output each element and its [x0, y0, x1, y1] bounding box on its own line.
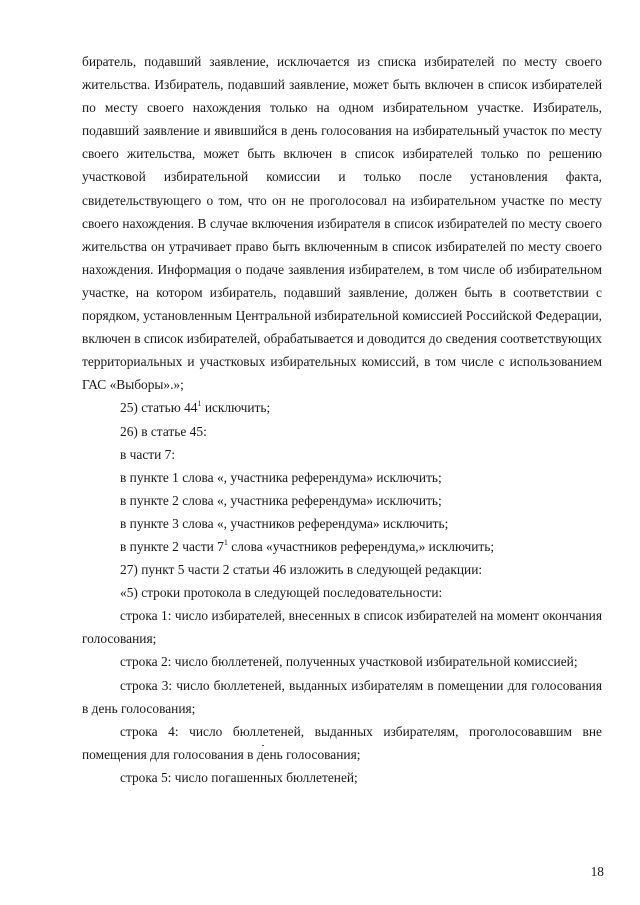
paragraph-voter-application: биратель, подавший заявление, исключается из списка избирателей по месту своего жительства. Избиратель, подавший заявление, может быть включен в список избирателей по месту своего нахождения только на одном избирательном участке. Избиратель, подавший заявление и явившийся в день голосования на избирательный участок по месту своего жительства, может быть включен в список избирателей только по решению участковой избирательной комиссии и только после установления факта, свидетельствующего о том, что он не проголосовал на избирательном участке по месту своего нахождения. В случае включения избирателя в список избирателей по месту своего жительства он утрачивает право быть включенным в список избирателей по месту своего нахождения. Информация о подаче заявления избирателем, в том числе об избирательном участке, на котором избиратель, подавший заявление, должен быть в соответствии с порядком, установленным Центральной избирательной комиссией Российской Федерации, включен в список избирателей, обрабатывается и доводится до сведения соответствующих территориальных и участковых избирательных комиссий, в том числе с использованием ГАС «Выборы».»; — [82, 54, 602, 393]
point-3: в пункте 3 слова «, участников референдума» исключить; — [120, 515, 449, 531]
point-1: в пункте 1 слова «, участника референдума» исключить; — [120, 469, 442, 485]
point-2-part-7-1 — [82, 535, 602, 558]
page-number: 18 — [590, 864, 604, 879]
body-text — [82, 50, 602, 789]
protocol-row-3: строка 3: число бюллетеней, выданных избирателям в помещении для голосования в день голосования; — [82, 677, 602, 716]
item-25-tail: исключить; — [201, 400, 271, 416]
point-2-part-text: в пункте 2 части 7 — [120, 538, 224, 554]
quote-5: «5) строки протокола в следующей последовательности: — [120, 585, 443, 601]
item-25-text: 25) статью 44 — [120, 400, 198, 416]
point-2-part-tail: слова «участников референдума,» исключить; — [227, 538, 495, 554]
part-7: в части 7: — [120, 446, 176, 462]
protocol-row-2: строка 2: число бюллетеней, полученных участковой избирательной комиссией; — [120, 654, 578, 670]
item-25-sup: 1 — [197, 399, 202, 409]
point-2-part-sup: 1 — [223, 537, 228, 547]
protocol-row-5: строка 5: число погашенных бюллетеней; — [120, 769, 358, 785]
protocol-row-1: строка 1: число избирателей, внесенных в список избирателей на момент окончания голосования; — [82, 608, 602, 647]
item-26: 26) в статье 45: — [120, 423, 207, 439]
scan-speck — [262, 745, 264, 746]
protocol-row-4: строка 4: число бюллетеней, выданных избирателям, проголосовавшим вне помещения для голосования в день голосования; — [82, 723, 602, 762]
item-25 — [82, 396, 602, 419]
item-27: 27) пункт 5 части 2 статьи 46 изложить в следующей редакции: — [120, 562, 483, 578]
point-2: в пункте 2 слова «, участника референдума» исключить; — [120, 492, 442, 508]
